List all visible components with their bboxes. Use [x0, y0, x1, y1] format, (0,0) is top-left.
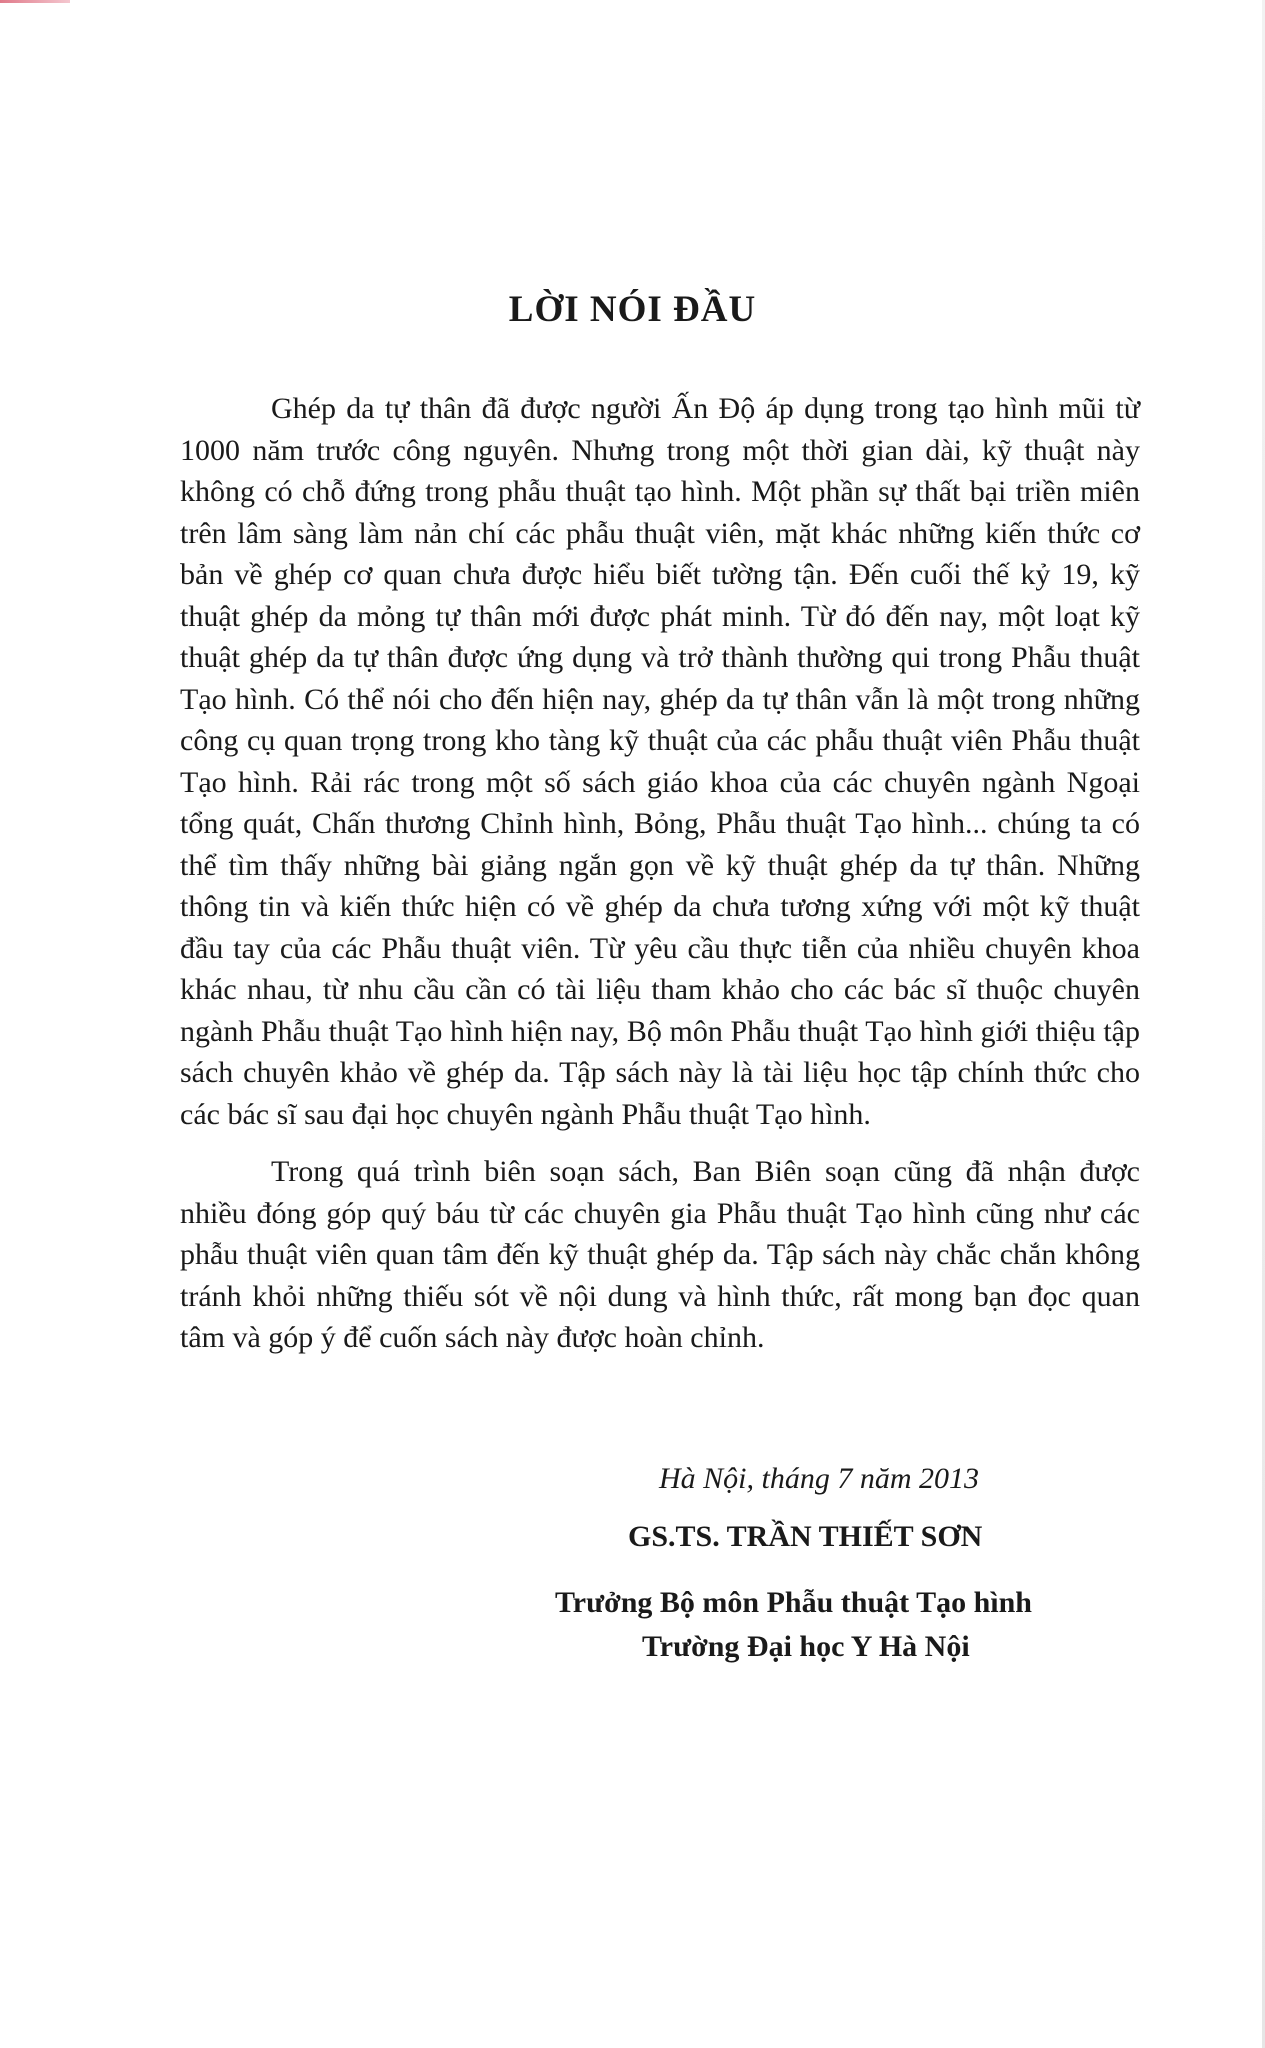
- place-date: Hà Nội, tháng 7 năm 2013: [659, 1462, 980, 1495]
- author-name: GS.TS. TRẦN THIẾT SƠN: [628, 1520, 983, 1553]
- author-role: Trưởng Bộ môn Phẫu thuật Tạo hình: [555, 1586, 1032, 1619]
- scan-edge-mark: [0, 0, 70, 3]
- page-title: LỜI NÓI ĐẦU: [508, 289, 757, 330]
- body-text: [180, 388, 1140, 1359]
- author-institution: Trường Đại học Y Hà Nội: [642, 1630, 970, 1663]
- paragraph-1: Ghép da tự thân đã được người Ấn Độ áp dụng trong tạo hình mũi từ 1000 năm trước công nguyên. Nhưng trong một thời gian dài, kỹ thuật này không có chỗ đứng trong phẫu thuật tạo hình. Một phần sự thất bại triền miên trên lâm sàng làm nản chí các phẫu thuật viên, mặt khác những kiến thức cơ bản về ghép cơ quan chưa được hiểu biết tường tận. Đến cuối thế kỷ 19, kỹ thuật ghép da mỏng tự thân mới được phát minh. Từ đó đến nay, một loạt kỹ thuật ghép da tự thân được ứng dụng và trở thành thường qui trong Phẫu thuật Tạo hình. Có thể nói cho đến hiện nay, ghép da tự thân vẫn là một trong những công cụ quan trọng trong kho tàng kỹ thuật của các phẫu thuật viên Phẫu thuật Tạo hình. Rải rác trong một số sách giáo khoa của các chuyên ngành Ngoại tổng quát, Chấn thương Chỉnh hình, Bỏng, Phẫu thuật Tạo hình... chúng ta có thể tìm thấy những bài giảng ngắn gọn về kỹ thuật ghép da tự thân. Những thông tin và kiến thức hiện có về ghép da chưa tương xứng với một kỹ thuật đầu tay của các Phẫu thuật viên. Từ yêu cầu thực tiễn của nhiều chuyên khoa khác nhau, từ nhu cầu cần có tài liệu tham khảo cho các bác sĩ thuộc chuyên ngành Phẫu thuật Tạo hình hiện nay, Bộ môn Phẫu thuật Tạo hình giới thiệu tập sách chuyên khảo về ghép da. Tập sách này là tài liệu học tập chính thức cho các bác sĩ sau đại học chuyên ngành Phẫu thuật Tạo hình.: [180, 392, 1140, 1131]
- paragraph-2: Trong quá trình biên soạn sách, Ban Biên soạn cũng đã nhận được nhiều đóng góp quý báu từ các chuyên gia Phẫu thuật Tạo hình cũng như các phẫu thuật viên quan tâm đến kỹ thuật ghép da. Tập sách này chắc chắn không tránh khỏi những thiếu sót về nội dung và hình thức, rất mong bạn đọc quan tâm và góp ý để cuốn sách này được hoàn chỉnh.: [180, 1155, 1140, 1354]
